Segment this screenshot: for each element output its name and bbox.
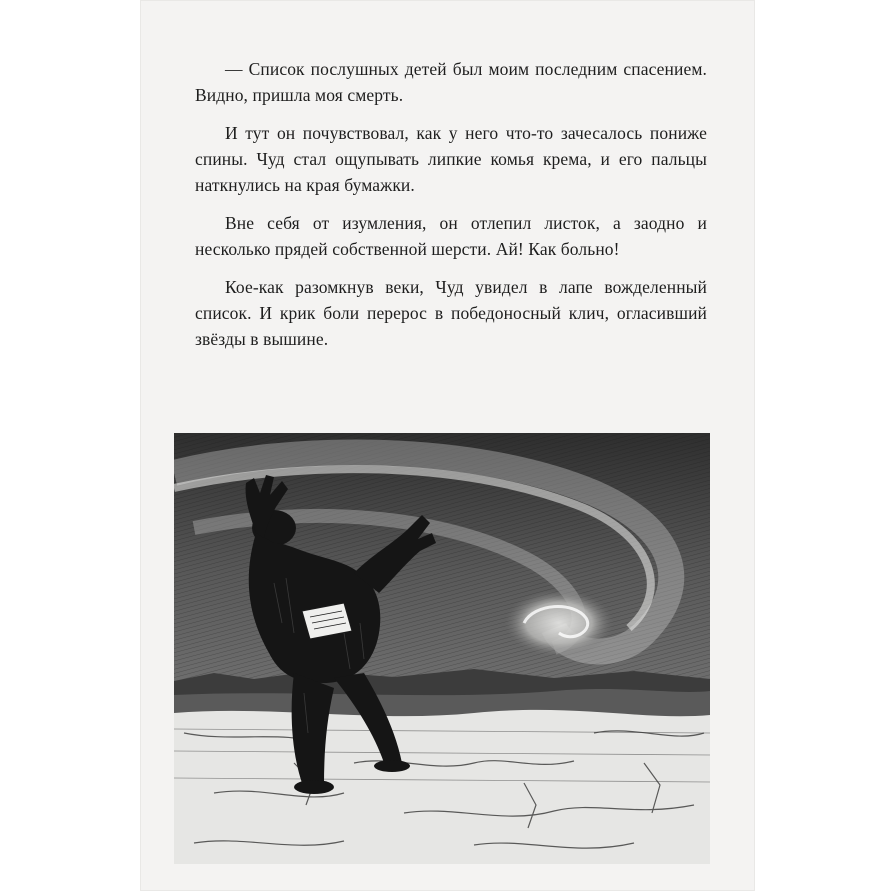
paragraph-2: И тут он почувствовал, как у него что-то зачесалось пониже спины. Чуд стал ощупывать липкие комья крема, и его пальцы наткнулись на края бумажки. (195, 123, 707, 195)
paragraph-3: Вне себя от изумления, он отлепил листок, а заодно и несколько прядей собственной шерсти. Ай! Как больно! (195, 213, 707, 259)
book-page (140, 0, 755, 891)
illustration-creature-under-aurora (174, 433, 710, 864)
paragraph-1: — Список послушных детей был моим последним спасением. Видно, пришла моя смерть. (195, 59, 707, 105)
paragraph-4: Кое-как разомкнув веки, Чуд увидел в лапе вожделенный список. И крик боли перерос в победоносный клич, огласивший звёзды в вышине. (195, 277, 707, 349)
snow-field (174, 710, 710, 864)
story-text (195, 56, 707, 364)
aurora-swirl (504, 589, 614, 657)
